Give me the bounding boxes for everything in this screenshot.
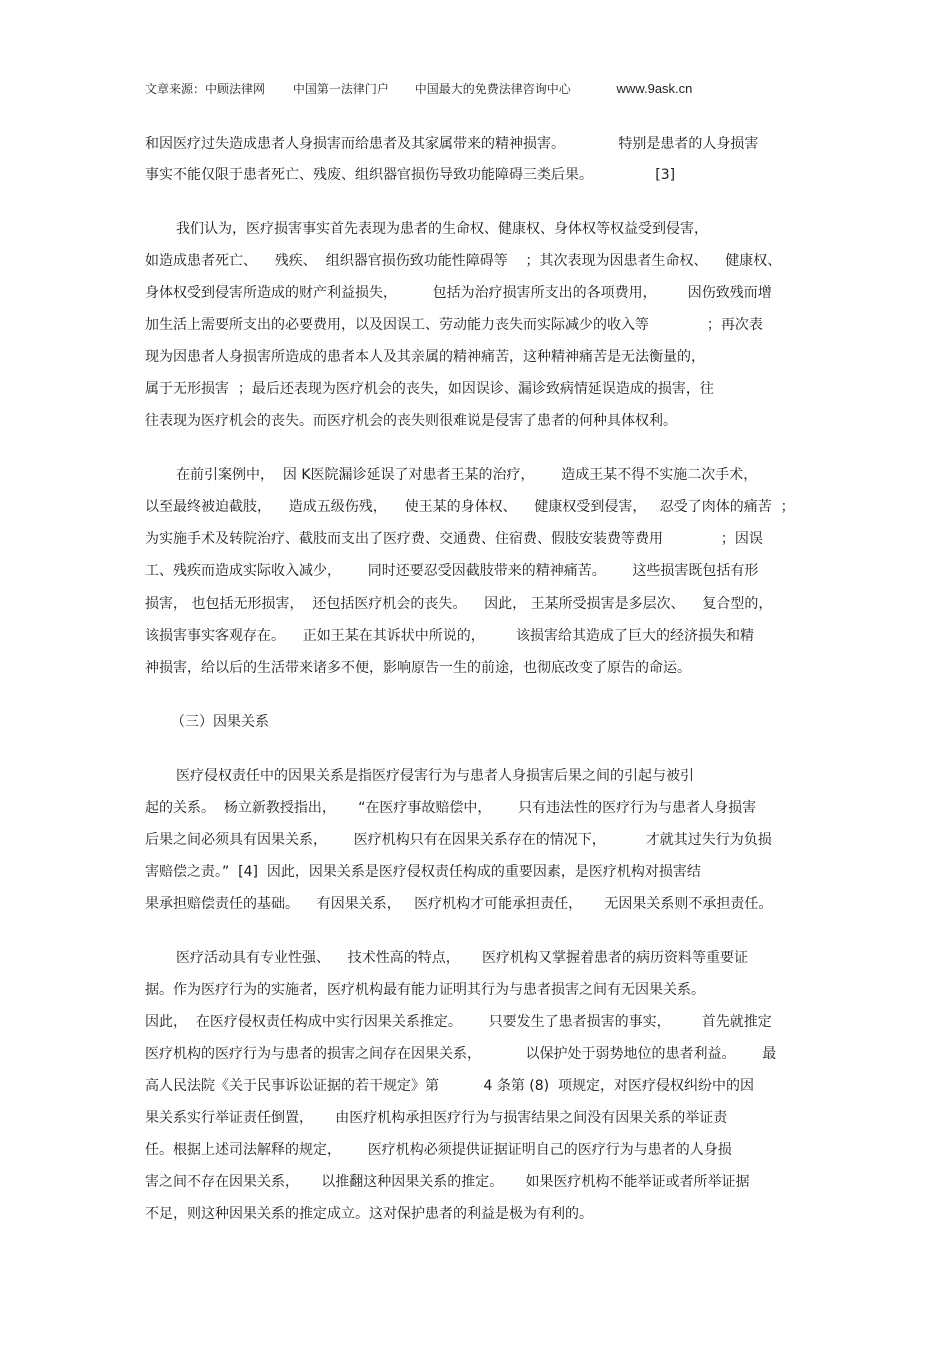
text-line: 该损害事实客观存在。 正如王某在其诉状中所说的， 该损害给其造成了巨大的经济损失和精 <box>145 628 754 644</box>
text-line: 往表现为医疗机会的丧失。而医疗机会的丧失则很难说是侵害了患者的何种具体权利。 <box>145 413 677 429</box>
text-line: 医疗活动具有专业性强、 技术性高的特点， 医疗机构又掌握着患者的病历资料等重要证 <box>176 950 749 966</box>
text-line: 不足，则这种因果关系的推定成立。这对保护患者的利益是极为有利的。 <box>145 1206 593 1222</box>
text-line: 高人民法院《关于民事诉讼证据的若干规定》第 4 条第 (8) 项规定，对医疗侵权纠纷中的因 <box>145 1078 755 1094</box>
header-source: 文章来源：中顾法律网 <box>145 82 266 96</box>
text-line: 后果之间必须具有因果关系， 医疗机构只有在因果关系存在的情况下， 才就其过失行为负损 <box>145 832 772 848</box>
text-line: 医疗机构的医疗行为与患者的损害之间存在因果关系， 以保护处于弱势地位的患者利益。 最 <box>145 1046 777 1062</box>
text-line: 我们认为，医疗损害事实首先表现为患者的生命权、健康权、身体权等权益受到侵害， <box>176 221 708 237</box>
text-line: 如造成患者死亡、 残疾、 组织器官损伤致功能性障碍等 ；其次表现为因患者生命权、 健康权、 <box>145 253 782 269</box>
text-line: 害赔偿之责。” [4] 因此，因果关系是医疗侵权责任构成的重要因素，是医疗机构对损害结 <box>145 864 701 880</box>
text-line: 果承担赔偿责任的基础。 有因果关系， 医疗机构才可能承担责任， 无因果关系则不承担责任。 <box>145 896 773 912</box>
text-line: 据。作为医疗行为的实施者，医疗机构最有能力证明其行为与患者损害之间有无因果关系。 <box>145 982 705 998</box>
text-line: 身体权受到侵害所造成的财产利益损失， 包括为治疗损害所支出的各项费用， 因伤致残而增 <box>145 285 772 301</box>
text-line: 为实施手术及转院治疗、截肢而支出了医疗费、交通费、住宿费、假肢安装费等费用 ；因误 <box>145 531 763 547</box>
text-line: 工、残疾而造成实际收入减少， 同时还要忍受因截肢带来的精神痛苦。 这些损害既包括有形 <box>145 563 759 579</box>
text-line: 神损害，给以后的生活带来诸多不便，影响原告一生的前途，也彻底改变了原告的命运。 <box>145 660 691 676</box>
text-line: 损害， 也包括无形损害， 还包括医疗机会的丧失。 因此， 王某所受损害是多层次、 复合型的， <box>145 596 773 612</box>
section-heading: （三）因果关系 <box>171 714 269 730</box>
header-slogan-2: 中国最大的免费法律咨询中心 <box>414 82 571 96</box>
text-line: 医疗侵权责任中的因果关系是指医疗侵害行为与患者人身损害后果之间的引起与被引 <box>176 768 694 784</box>
text-line: 事实不能仅限于患者死亡、残废、组织器官损伤导致功能障碍三类后果。 [3] <box>145 167 676 183</box>
text-line: 加生活上需要所支出的必要费用，以及因误工、劳动能力丧失而实际减少的收入等 ；再次表 <box>145 317 763 333</box>
header-url: www.9ask.cn <box>616 81 693 96</box>
text-line: 以至最终被迫截肢， 造成五级伤残， 使王某的身体权、 健康权受到侵害， 忍受了肉体的痛苦 ； <box>145 499 795 515</box>
text-line: 现为因患者人身损害所造成的患者本人及其亲属的精神痛苦，这种精神痛苦是无法衡量的， <box>145 349 705 365</box>
header-slogan-1: 中国第一法律门户 <box>292 82 389 96</box>
text-line: 害之间不存在因果关系， 以推翻这种因果关系的推定。 如果医疗机构不能举证或者所举证据 <box>145 1174 750 1190</box>
page-header <box>145 80 692 97</box>
text-line: 任。根据上述司法解释的规定， 医疗机构必须提供证据证明自己的医疗行为与患者的人身损 <box>145 1142 732 1158</box>
text-line: 和因医疗过失造成患者人身损害而给患者及其家属带来的精神损害。 特别是患者的人身损害 <box>145 136 759 152</box>
text-line: 在前引案例中， 因 K医院漏诊延误了对患者王某的治疗， 造成王某不得不实施二次手术， <box>176 467 758 483</box>
text-line: 果关系实行举证责任倒置， 由医疗机构承担医疗行为与损害结果之间没有因果关系的举证责 <box>145 1110 728 1126</box>
text-line: 属于无形损害 ；最后还表现为医疗机会的丧失，如因误诊、漏诊致病情延误造成的损害，往 <box>145 381 714 397</box>
text-line: 起的关系。 杨立新教授指出， “在医疗事故赔偿中， 只有违法性的医疗行为与患者人身损害 <box>145 800 757 816</box>
text-line: 因此， 在医疗侵权责任构成中实行因果关系推定。 只要发生了患者损害的事实， 首先就推定 <box>145 1014 772 1030</box>
